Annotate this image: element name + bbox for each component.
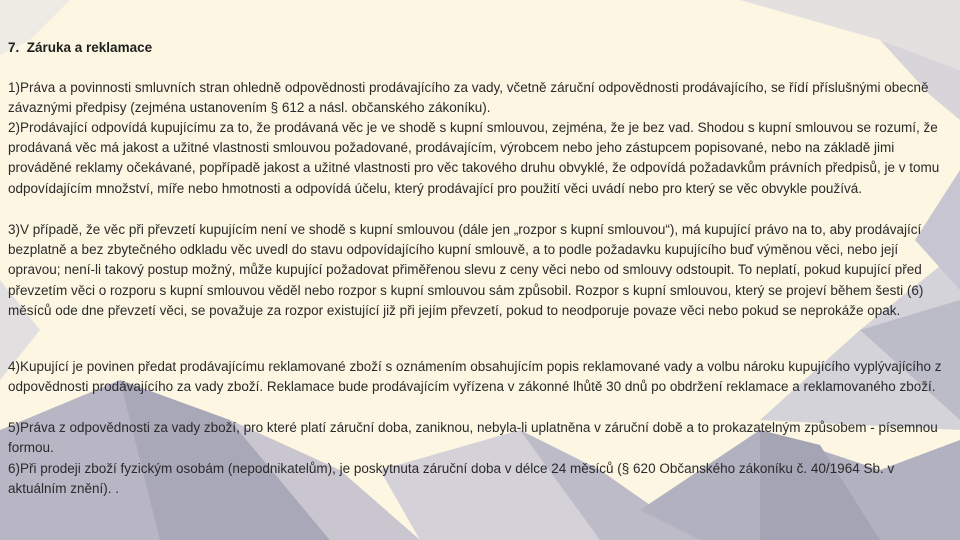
document-content <box>8 0 954 540</box>
paragraph-3: 3)V případě, že věc při převzetí kupujícím není ve shodě s kupní smlouvou (dále jen „rozpor s kupní smlouvou“), má kupující právo na to, aby prodávající bezplatně a bez zbytečného odkladu věc uvedl do stavu odpovídajícího kupní smlouvě, a to podle požadavku kupujícího buď výměnou věci, nebo její opravou; není-li takový postup možný, může kupující požadovat přiměřenou slevu z ceny věci nebo od smlouvy odstoupit. To neplatí, pokud kupující před převzetím věci o rozporu s kupní smlouvou věděl nebo rozpor s kupní smlouvou sám způsobil. Rozpor s kupní smlouvou, který se projeví během šesti (6) měsíců ode dne převzetí věci, se považuje za rozpor existující již při jejím převzetí, pokud to neodporuje povaze věci nebo pokud se neprokáže opak. <box>8 222 924 318</box>
section-heading: 7. Záruka a reklamace <box>8 40 153 55</box>
paragraph-6: 6)Při prodeji zboží fyzickým osobám (nepodnikatelům), je poskytnuta záruční doba v délce 24 měsíců (§ 620 Občanského zákoníku č. 40/1964 Sb. v aktuálním znění). . <box>8 461 895 497</box>
paragraph-1: 1)Práva a povinnosti smluvních stran ohledně odpovědnosti prodávajícího za vady, včetně záruční odpovědnosti prodávajícího, se řídí příslušnými obecně závaznými předpisy (zejména ustanovením § 612 a násl. občanského zákoníku). <box>8 80 929 116</box>
paragraph-4: 4)Kupující je povinen předat prodávajícímu reklamované zboží s oznámením obsahujícím popis reklamované vady a volbu nároku kupujícího vyplývajícího z odpovědnosti prodávajícího za vady zboží. Reklamace bude prodávajícím vyřízena v zákonné lhůtě 30 dnů po obdržení reklamace a reklamovaného zboží. <box>8 359 942 395</box>
paragraph-5: 5)Práva z odpovědnosti za vady zboží, pro které platí záruční doba, zaniknou, nebyla-li uplatněna v záruční době a to prokazatelným způsobem - písemnou formou. <box>8 420 938 456</box>
paragraph-2: 2)Prodávající odpovídá kupujícímu za to, že prodávaná věc je ve shodě s kupní smlouvou, zejména, že je bez vad. Shodou s kupní smlouvou se rozumí, že prodávaná věc má jakost a užitné vlastnosti smlouvou požadované, prodávajícím, výrobcem nebo jeho zástupcem popisované, nebo na základě jimi prováděné reklamy očekávané, popřípadě jakost a užitné vlastnosti pro věc takového druhu obvyklé, že odpovídá požadavkům právních předpisů, je v tomu odpovídajícím množství, míře nebo hmotnosti a odpovídá účelu, který prodávající pro použití věci uvádí nebo pro který se věc obvykle používá. <box>8 120 940 196</box>
